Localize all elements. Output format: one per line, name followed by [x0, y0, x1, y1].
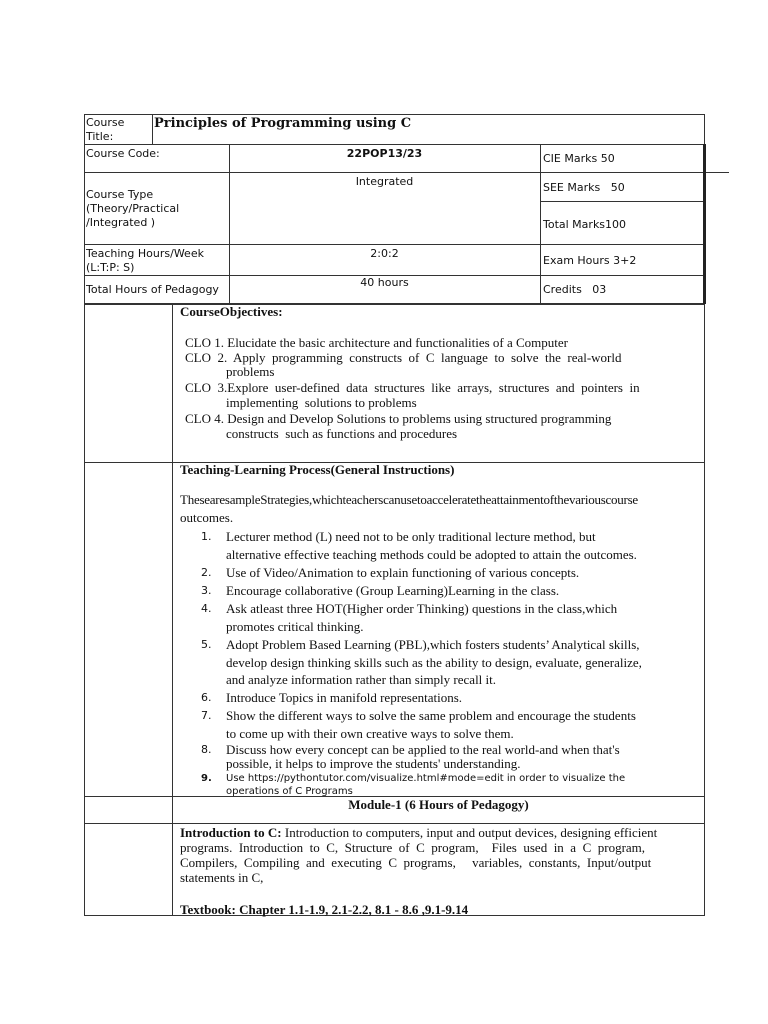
clo-4-cont: constructs such as functions and procedures: [226, 426, 458, 441]
clo-3: CLO 3.Explore user-defined data structures like arrays, structures and pointers in: [185, 380, 640, 395]
course-type: Integrated: [355, 175, 414, 188]
teaching-item: 7. Show the different ways to solve the same problem and encourage the students to come up with their own creative ways to solve them.: [201, 707, 636, 741]
teaching-item: 8. Discuss how every concept can be applied to the real world-and when that's possible, it helps to improve the students' understanding.: [201, 741, 620, 771]
module-1-content: [180, 825, 703, 885]
row-divider: [84, 244, 705, 245]
teaching-heading: Teaching-Learning Process(General Instructions): [180, 462, 455, 477]
teaching-item: 9. Use https://pythontutor.com/visualize.html#mode=edit in order to visualize the operations of C Programs: [201, 772, 626, 797]
module-1-intro-bold: Introduction to C:: [180, 825, 282, 840]
teaching-item: 5. Adopt Problem Based Learning (PBL),which fosters students’ Analytical skills, develop design thinking skills such as the ability to design, evaluate, generalize, and analyze information rather than simply recall it.: [201, 637, 642, 687]
module-1-line2: programs. Introduction to C, Structure of C program, Files used in a C program,: [180, 840, 646, 855]
teaching-intro-cont: outcomes.: [180, 510, 234, 525]
col-divider: [540, 144, 541, 304]
total-hours: 40 hours: [360, 276, 409, 289]
clo-4: CLO 4. Design and Develop Solutions to problems using structured programming: [185, 411, 612, 426]
teaching-hours-label: Teaching Hours/Week (L:T:P: S): [86, 247, 204, 274]
module-1-line1: Introduction to computers, input and output devices, designing efficient: [281, 825, 658, 840]
clo-1: CLO 1. Elucidate the basic architecture and functionalities of a Computer: [185, 335, 569, 350]
teaching-item: 3. Encourage collaborative (Group Learning)Learning in the class.: [201, 583, 560, 598]
module-1-line3: Compilers, Compiling and executing C programs, variables, constants, Input/output: [180, 855, 652, 870]
clo-3-cont: implementing solutions to problems: [226, 395, 417, 410]
course-title-label: Course Title:: [86, 116, 125, 143]
credits: Credits 03: [543, 283, 607, 296]
clo-2: CLO 2. Apply programming constructs of C language to solve the real-world: [185, 350, 622, 365]
teaching-intro: ThesearesampleStrategies,whichteacherscanusetoacceleratetheattainmentofthevariouscourse: [180, 492, 638, 507]
clo-2-cont: problems: [226, 364, 275, 379]
total-marks: Total Marks100: [543, 218, 627, 231]
row-divider: [84, 144, 705, 145]
see-marks: SEE Marks 50: [543, 181, 625, 194]
col-divider: [152, 114, 153, 144]
teaching-item: 6. Introduce Topics in manifold representations.: [201, 689, 463, 705]
module-1-textbook: Textbook: Chapter 1.1-1.9, 2.1-2.2, 8.1 - 8.6 ,9.1-9.14: [180, 902, 469, 917]
total-hours-label: Total Hours of Pedagogy: [86, 283, 219, 296]
cie-marks: CIE Marks 50: [543, 152, 615, 165]
module-1-heading: Module-1 (6 Hours of Pedagogy): [348, 797, 529, 812]
teaching-list: [173, 528, 703, 798]
teaching-item: 2. Use of Video/Animation to explain functioning of various concepts.: [201, 565, 580, 580]
exam-hours: Exam Hours 3+2: [543, 254, 637, 267]
teaching-item: 4. Ask atleast three HOT(Higher order Thinking) questions in the class,which promotes critical thinking.: [201, 601, 618, 634]
objectives-heading: CourseObjectives:: [180, 304, 283, 319]
row-divider: [84, 172, 729, 173]
module-1-line4: statements in C,: [180, 870, 264, 885]
row-divider: [84, 823, 705, 824]
course-code-label: Course Code:: [86, 147, 160, 160]
row-divider: [540, 201, 705, 202]
teaching-item: 1. Lecturer method (L) need not to be only traditional lecture method, but alternative effective teaching methods could be adopted to attain the outcomes.: [201, 529, 637, 562]
right-edge-mark: [703, 144, 706, 304]
teaching-hours: 2:0:2: [370, 247, 399, 260]
course-code: 22POP13/23: [346, 147, 423, 160]
course-type-label: Course Type (Theory/Practical /Integrated ): [86, 188, 180, 229]
course-title: Principles of Programming using C: [154, 116, 412, 131]
